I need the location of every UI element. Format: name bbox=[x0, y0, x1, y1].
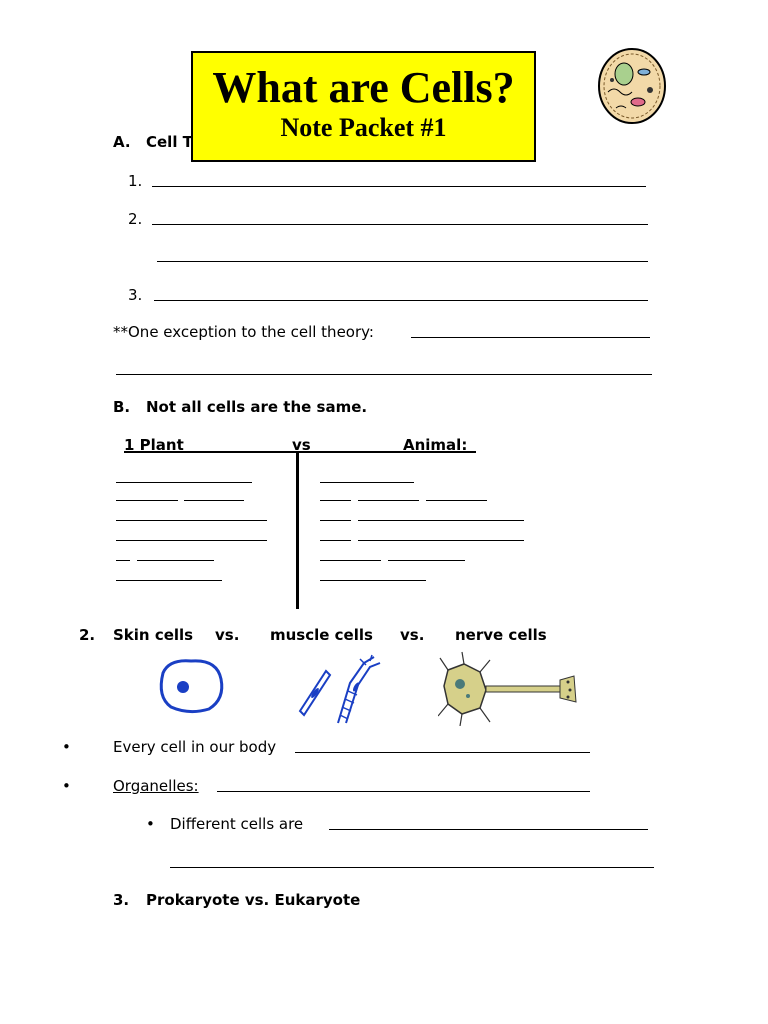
tchart-vertical-line bbox=[296, 452, 299, 609]
animal-blank[interactable] bbox=[320, 482, 414, 483]
section-b-heading: Not all cells are the same. bbox=[146, 398, 368, 416]
plant-blank[interactable] bbox=[116, 482, 252, 483]
sub-bullet-icon: • bbox=[146, 815, 155, 833]
prokaryote-eukaryote-heading: Prokaryote vs. Eukaryote bbox=[146, 891, 361, 909]
skin-cells-label: Skin cells bbox=[113, 626, 194, 644]
bullet-icon: • bbox=[62, 777, 71, 795]
tchart-animal-label: Animal: bbox=[403, 436, 468, 454]
muscle-cell-icon bbox=[282, 653, 394, 725]
exception-label: **One exception to the cell theory: bbox=[113, 323, 374, 341]
cell-theory-blank-3[interactable] bbox=[154, 300, 648, 301]
different-cells-blank-2[interactable] bbox=[170, 867, 654, 868]
animal-blank[interactable] bbox=[320, 520, 351, 521]
animal-blank[interactable] bbox=[358, 520, 524, 521]
different-cells-blank[interactable] bbox=[329, 829, 648, 830]
nerve-cells-label: nerve cells bbox=[455, 626, 547, 644]
organelles-blank[interactable] bbox=[217, 791, 590, 792]
cell-theory-item-3-number: 3. bbox=[128, 286, 143, 304]
page-title: What are Cells? bbox=[212, 63, 515, 112]
tchart-plant-label: 1 Plant bbox=[124, 436, 184, 454]
cell-theory-item-2-number: 2. bbox=[128, 210, 143, 228]
item-2-number: 2. bbox=[79, 626, 96, 644]
animal-blank[interactable] bbox=[388, 560, 465, 561]
animal-blank[interactable] bbox=[358, 540, 524, 541]
organelles-label: Organelles: bbox=[113, 777, 199, 795]
every-cell-label: Every cell in our body bbox=[113, 738, 277, 756]
plant-blank[interactable] bbox=[116, 580, 222, 581]
vs-label: vs. bbox=[215, 626, 240, 644]
item-3-number: 3. bbox=[113, 891, 130, 909]
plant-blank[interactable] bbox=[116, 520, 267, 521]
every-cell-blank[interactable] bbox=[295, 752, 590, 753]
animal-blank[interactable] bbox=[426, 500, 487, 501]
nerve-cell-icon bbox=[438, 650, 578, 726]
different-cells-label: Different cells are bbox=[170, 815, 304, 833]
section-b-letter: B. bbox=[113, 398, 131, 416]
cell-theory-blank-1[interactable] bbox=[152, 186, 646, 187]
tchart-horizontal-line bbox=[124, 451, 476, 453]
animal-blank[interactable] bbox=[358, 500, 419, 501]
section-a-heading: Cell T bbox=[146, 133, 193, 151]
title-box bbox=[191, 51, 536, 162]
plant-blank[interactable] bbox=[184, 500, 244, 501]
exception-blank[interactable] bbox=[411, 337, 650, 338]
plant-blank[interactable] bbox=[116, 560, 130, 561]
plant-blank[interactable] bbox=[137, 560, 214, 561]
animal-blank[interactable] bbox=[320, 580, 426, 581]
cell-theory-item-1-number: 1. bbox=[128, 172, 143, 190]
plant-blank[interactable] bbox=[116, 500, 178, 501]
bullet-icon: • bbox=[62, 738, 71, 756]
animal-blank[interactable] bbox=[320, 560, 381, 561]
plant-blank[interactable] bbox=[116, 540, 267, 541]
animal-blank[interactable] bbox=[320, 540, 351, 541]
cell-theory-blank-2[interactable] bbox=[152, 224, 648, 225]
cell-theory-blank-2b[interactable] bbox=[157, 261, 648, 262]
vs-label: vs. bbox=[400, 626, 425, 644]
section-a-letter: A. bbox=[113, 133, 131, 151]
tchart-vs-label: vs bbox=[292, 436, 311, 454]
page-subtitle: Note Packet #1 bbox=[280, 113, 447, 142]
cell-clipart-icon bbox=[594, 44, 670, 126]
muscle-cells-label: muscle cells bbox=[270, 626, 373, 644]
animal-blank[interactable] bbox=[320, 500, 351, 501]
exception-blank-2[interactable] bbox=[116, 374, 652, 375]
skin-cell-icon bbox=[155, 655, 227, 717]
